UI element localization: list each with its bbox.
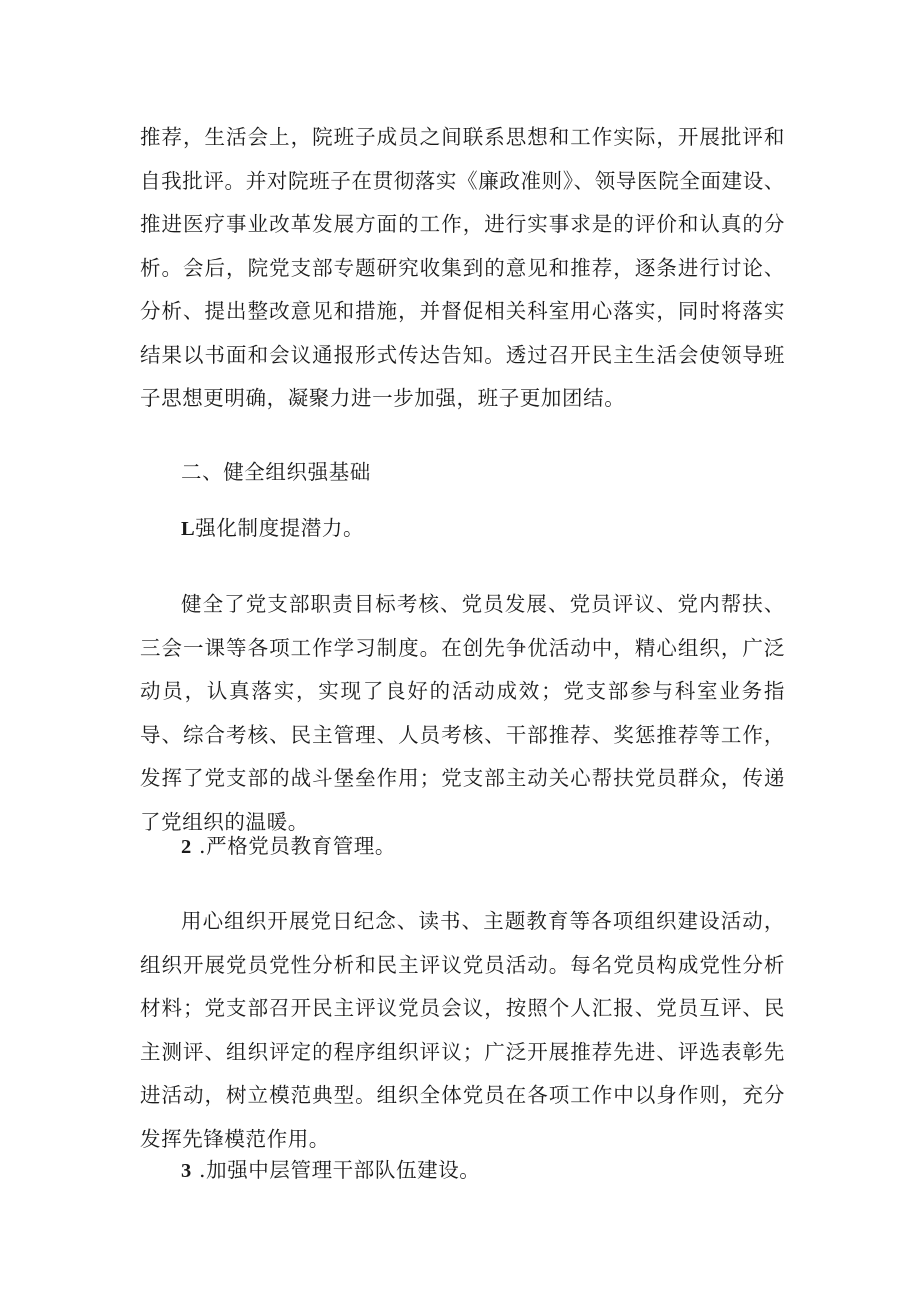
item-2-title: .严格党员教育管理。 [198,834,397,858]
subheading-item-1 [181,513,364,544]
body-paragraph-2: 健全了党支部职责目标考核、党员发展、党员评议、党内帮扶、三会一课等各项工作学习制度。在创先争优活动中，精心组织，广泛动员，认真落实，实现了良好的活动成效；党支部参与科室业务指导、综合考核、民主管理、人员考核、干部推荐、奖惩推荐等工作，发挥了党支部的战斗堡垒作用；党支部主动关心帮扶党员群众，传递了党组织的温暖。 [140,592,785,834]
item-2-number: 2 [181,836,192,858]
section-heading-2: 二、健全组织强基础 [181,460,371,484]
subheading-item-2 [181,831,396,862]
body-paragraph-1: 推荐，生活会上，院班子成员之间联系思想和工作实际，开展批评和自我批评。并对院班子在贯彻落实《廉政准则》、领导医院全面建设、推进医疗事业改革发展方面的工作，进行实事求是的评价和认真的分析。会后，院党支部专题研究收集到的意见和推荐，逐条进行讨论、分析、提出整改意见和措施，并督促相关科室用心落实，同时将落实结果以书面和会议通报形式传达告知。透过召开民主生活会使领导班子思想更明确，凝聚力进一步加强，班子更加团结。 [140,125,785,410]
item-1-number: L [181,518,196,540]
body-paragraph-3: 用心组织开展党日纪念、读书、主题教育等各项组织建设活动，组织开展党员党性分析和民主评议党员活动。每名党员构成党性分析材料；党支部召开民主评议党员会议，按照个人汇报、党员互评、民主测评、组织评定的程序组织评议；广泛开展推荐先进、评选表彰先进活动，树立模范典型。组织全体党员在各项工作中以身作则，充分发挥先锋模范作用。 [140,909,785,1151]
subheading-item-3 [181,1155,480,1186]
item-3-number: 3 [181,1160,192,1182]
item-3-title: .加强中层管理干部队伍建设。 [198,1158,481,1182]
item-1-title: 强化制度提潜力。 [195,516,365,540]
